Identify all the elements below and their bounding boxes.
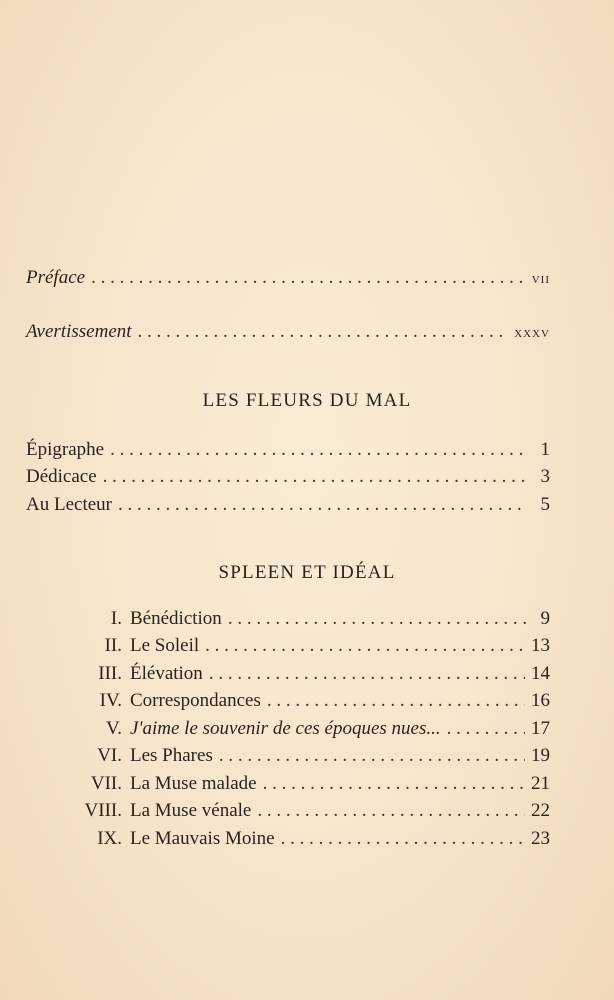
toc-entry-page: 5	[540, 494, 550, 515]
dot-leader	[267, 689, 525, 713]
toc-entry-title: Le Mauvais Moine	[130, 828, 275, 849]
toc-entry-title: Les Phares	[130, 745, 213, 766]
dot-leader	[91, 266, 526, 290]
toc-entry-page: 22	[531, 800, 550, 821]
poem-numeral: V.	[105, 718, 122, 739]
toc-entry-title: Préface	[26, 267, 86, 288]
toc-entry-poem[interactable]	[72, 634, 550, 658]
dot-leader	[110, 438, 526, 462]
dot-leader	[257, 799, 525, 823]
section-title-les-fleurs-du-mal: LES FLEURS DU MAL	[202, 390, 412, 411]
toc-entry-title: Correspondances	[130, 690, 261, 711]
toc-entry-page: 1	[540, 439, 550, 460]
poem-numeral: IV.	[99, 690, 122, 711]
toc-entry-title: J'aime le souvenir de ces époques nues...	[130, 718, 441, 739]
toc-entry-title: Élévation	[130, 663, 203, 684]
dot-leader	[118, 493, 526, 517]
toc-entry-page: 19	[531, 745, 550, 766]
toc-entry-title: Épigraphe	[26, 439, 105, 460]
poem-numeral: III.	[98, 663, 122, 684]
toc-entry-title: La Muse vénale	[130, 800, 252, 821]
toc-entry-poem[interactable]	[72, 662, 550, 686]
toc-entry-poem[interactable]	[72, 827, 550, 851]
toc-entry-page: 17	[531, 718, 550, 739]
poem-numeral: IX.	[97, 828, 122, 849]
poem-numeral: II.	[104, 635, 122, 656]
dot-leader	[281, 827, 525, 851]
toc-entry-page: 21	[531, 773, 550, 794]
dot-leader	[103, 465, 526, 489]
poem-numeral: VIII.	[84, 800, 122, 821]
toc-entry-page: 14	[531, 663, 550, 684]
toc-entry-title: La Muse malade	[130, 773, 257, 794]
section-title-spleen-et-ideal: SPLEEN ET IDÉAL	[218, 562, 396, 583]
toc-entry-title: Dédicace	[26, 466, 97, 487]
toc-entry-poem[interactable]	[72, 607, 550, 631]
poem-numeral: I.	[110, 608, 122, 629]
toc-entry-title: Au Lecteur	[26, 494, 112, 515]
toc-entry-page: 13	[531, 635, 550, 656]
toc-entry-avertissement[interactable]	[26, 320, 550, 345]
dot-leader	[263, 772, 525, 796]
toc-entry-page: 23	[531, 828, 550, 849]
dot-leader	[219, 744, 525, 768]
toc-entry-preface[interactable]	[26, 266, 550, 291]
dot-leader	[138, 320, 509, 344]
toc-entry-poem[interactable]	[72, 717, 550, 741]
poem-numeral: VII.	[90, 773, 122, 794]
toc-entry-poem[interactable]	[72, 772, 550, 796]
toc-entry-title: Avertissement	[26, 321, 132, 342]
toc-entry-dedicace[interactable]	[26, 465, 550, 489]
toc-entry-page: 9	[540, 608, 550, 629]
toc-entry-page: 3	[540, 466, 550, 487]
dot-leader	[209, 662, 525, 686]
poem-numeral: VI.	[97, 745, 122, 766]
toc-entry-epigraphe[interactable]	[26, 438, 550, 462]
toc-entry-page: vii	[531, 270, 550, 287]
toc-entry-page: 16	[531, 690, 550, 711]
toc-entry-poem[interactable]	[72, 689, 550, 713]
toc-entry-title: Le Soleil	[130, 635, 200, 656]
toc-entry-au-lecteur[interactable]	[26, 493, 550, 517]
dot-leader	[228, 607, 526, 631]
toc-entry-page: xxxv	[514, 324, 550, 341]
toc-entry-poem[interactable]	[72, 799, 550, 823]
dot-leader	[205, 634, 525, 658]
dot-leader	[447, 717, 525, 741]
toc-entry-poem[interactable]	[72, 744, 550, 768]
toc-entry-title: Bénédiction	[130, 608, 222, 629]
